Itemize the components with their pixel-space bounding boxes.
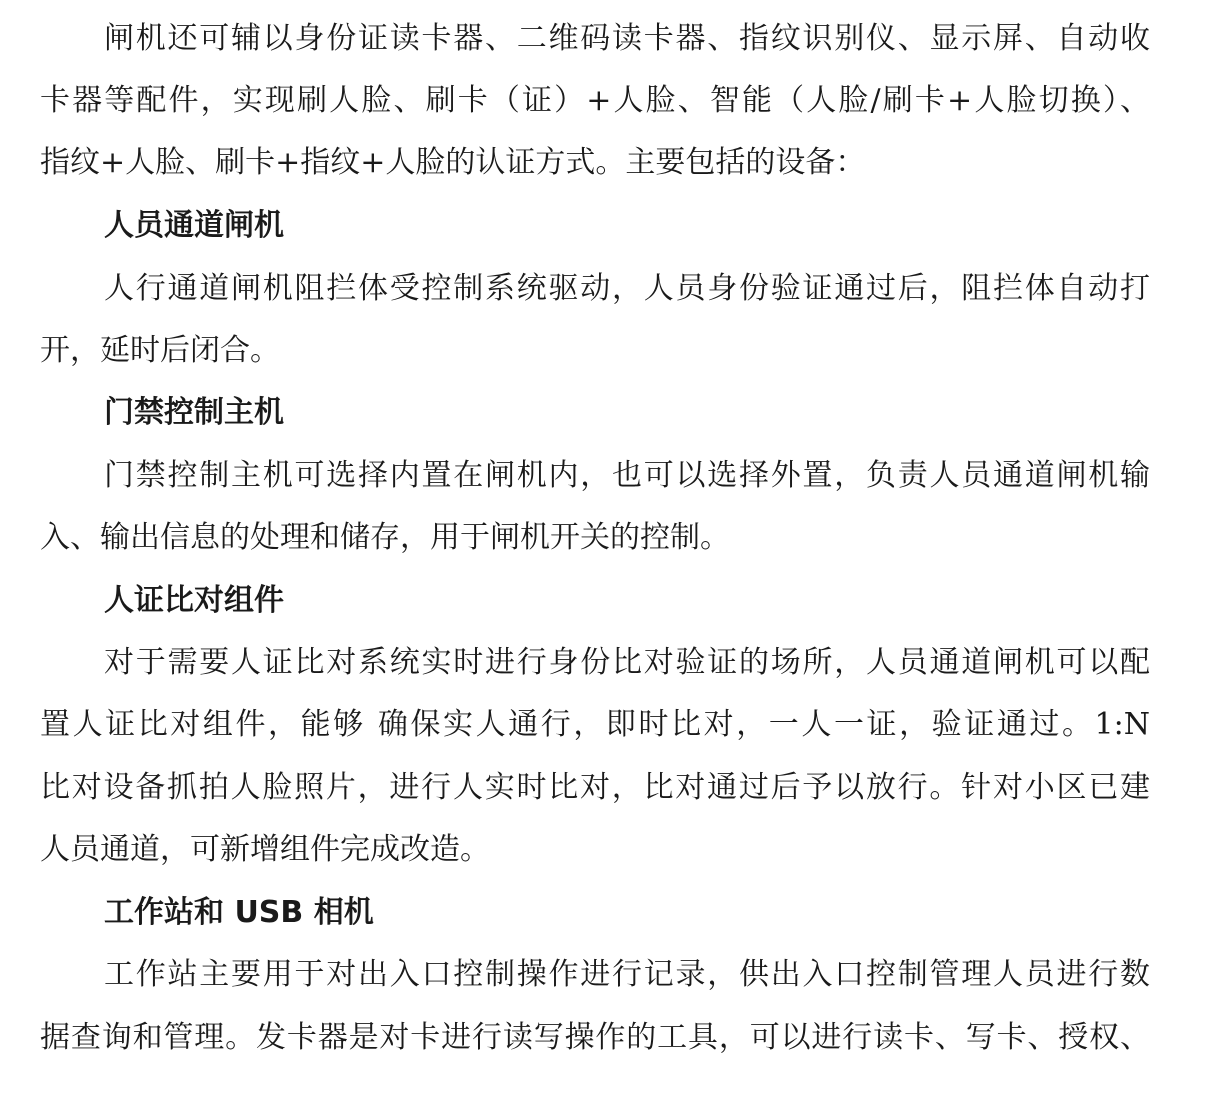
paragraph-line: 比对设备抓拍人脸照片，进行人实时比对，比对通过后予以放行。针对小区已建 [40,770,1150,805]
paragraph-line: 入、输出信息的处理和储存，用于闸机开关的控制。 [40,520,730,555]
paragraph-line: 卡器等配件，实现刷人脸、刷卡（证）+人脸、智能（人脸/刷卡+人脸切换）、 [40,83,1150,118]
paragraph-line: 人员通道，可新增组件完成改造。 [40,832,490,867]
section-heading: 人证比对组件 [104,583,284,618]
section-heading: 门禁控制主机 [104,395,284,430]
paragraph-line: 开，延时后闭合。 [40,333,280,368]
section-heading: 人员通道闸机 [104,208,284,243]
section-heading: 工作站和 USB 相机 [104,895,374,930]
paragraph-line: 据查询和管理。发卡器是对卡进行读写操作的工具，可以进行读卡、写卡、授权、 [40,1020,1150,1055]
paragraph-line: 工作站主要用于对出入口控制操作进行记录，供出入口控制管理人员进行数 [104,957,1150,992]
paragraph-line: 闸机还可辅以身份证读卡器、二维码读卡器、指纹识别仪、显示屏、自动收 [104,21,1150,56]
paragraph-line: 置人证比对组件，能够 确保实人通行，即时比对，一人一证，验证通过。1:N [40,707,1150,742]
paragraph-line: 指纹+人脸、刷卡+指纹+人脸的认证方式。主要包括的设备： [40,145,866,180]
paragraph-line: 人行通道闸机阻拦体受控制系统驱动，人员身份验证通过后，阻拦体自动打 [104,271,1150,306]
paragraph-line: 对于需要人证比对系统实时进行身份比对验证的场所，人员通道闸机可以配 [104,645,1150,680]
paragraph-line: 门禁控制主机可选择内置在闸机内，也可以选择外置，负责人员通道闸机输 [104,458,1150,493]
